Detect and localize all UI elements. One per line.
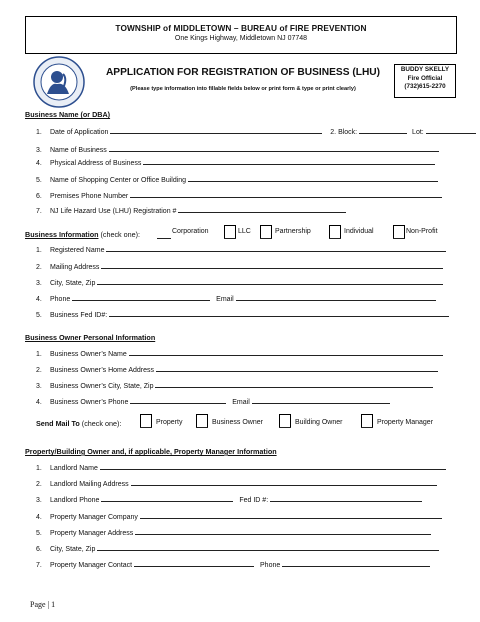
field-property-manager-company[interactable]: 4. Property Manager Company (36, 511, 442, 521)
mail-option-business-owner: Business Owner (212, 419, 263, 426)
field-lhu-registration[interactable]: 7. NJ Life Hazard Use (LHU) Registration # (36, 205, 346, 215)
field-registered-name[interactable]: 1. Registered Name (36, 244, 446, 254)
lot-input-line[interactable] (426, 126, 476, 134)
form-subtitle: (Please type information into fillable fields below or print form & type or print clearly) (130, 86, 356, 92)
field-shopping-center[interactable]: 5. Name of Shopping Center or Office Building (36, 174, 438, 184)
section-business-information: Business Information (check one): (25, 230, 141, 239)
field-property-manager-address[interactable]: 5. Property Manager Address (36, 527, 431, 537)
township-title: TOWNSHIP of MIDDLETOWN – BUREAU of FIRE PREVENTION (115, 23, 367, 33)
form-title: APPLICATION FOR REGISTRATION OF BUSINESS (LHU) (105, 67, 381, 78)
header-box (25, 16, 457, 54)
checkbox-llc[interactable] (260, 225, 272, 239)
send-mail-label: Send Mail To (check one): (36, 419, 122, 428)
official-role: Fire Official (407, 74, 443, 82)
section-property-owner: Property/Building Owner and, if applicable, Property Manager Information (25, 447, 277, 456)
official-phone: (732)615-2270 (404, 83, 446, 91)
mail-option-property-manager: Property Manager (377, 419, 434, 426)
field-premises-phone[interactable]: 6. Premises Phone Number (36, 190, 442, 200)
field-owner-home-address[interactable]: 2. Business Owner’s Home Address (36, 364, 438, 374)
field-date-of-application[interactable]: 1. Date of Application 2. Block: Lot: (36, 126, 476, 136)
section-owner-personal: Business Owner Personal Information (25, 333, 156, 342)
checkbox-mail-building-owner[interactable] (279, 414, 291, 428)
field-pm-city-state-zip[interactable]: 6. City, State, Zip (36, 543, 439, 553)
option-corporation: Corporation (172, 228, 209, 235)
field-landlord-mailing-address[interactable]: 2. Landlord Mailing Address (36, 478, 437, 488)
checkbox-individual[interactable] (393, 225, 405, 239)
field-pm-contact-phone[interactable]: 7. Property Manager Contact Phone (36, 559, 430, 569)
mail-option-building-owner: Building Owner (295, 419, 343, 426)
field-landlord-phone-fed-id[interactable]: 3. Landlord Phone Fed ID #: (36, 494, 422, 504)
mail-option-property: Property (156, 419, 183, 426)
checkbox-mail-business-owner[interactable] (196, 414, 208, 428)
option-non-profit: Non-Profit (406, 228, 438, 235)
option-llc: LLC (238, 228, 251, 235)
block-input-line[interactable] (359, 126, 407, 134)
option-partnership: Partnership (275, 228, 311, 235)
township-seal-icon (33, 56, 85, 108)
official-name: BUDDY SKELLY (400, 66, 450, 73)
date-input-line[interactable] (110, 126, 322, 134)
field-name-of-business[interactable]: 3. Name of Business (36, 144, 439, 154)
section-business-name: Business Name (or DBA) (25, 110, 111, 119)
page-number: Page | 1 (30, 600, 56, 609)
field-mailing-address[interactable]: 2. Mailing Address (36, 261, 443, 271)
field-city-state-zip[interactable]: 3. City, State, Zip (36, 277, 443, 287)
fire-official-box (394, 64, 456, 98)
field-landlord-name[interactable]: 1. Landlord Name (36, 462, 446, 472)
checkbox-corporation[interactable] (224, 225, 236, 239)
field-owner-city-state-zip[interactable]: 3. Business Owner’s City, State, Zip (36, 380, 433, 390)
township-address: One Kings Highway, Middletown NJ 07748 (174, 35, 308, 42)
checkbox-mail-property[interactable] (140, 414, 152, 428)
field-phone-email[interactable]: 4. Phone Email (36, 293, 436, 303)
field-business-fed-id[interactable]: 5. Business Fed ID#: (36, 309, 449, 319)
checkbox-mail-property-manager[interactable] (361, 414, 373, 428)
field-owner-name[interactable]: 1. Business Owner’s Name (36, 348, 443, 358)
option-individual: Individual (344, 228, 374, 235)
field-physical-address[interactable]: 4. Physical Address of Business (36, 157, 435, 167)
field-owner-phone-email[interactable]: 4. Business Owner’s Phone Email (36, 396, 390, 406)
checkbox-partnership[interactable] (329, 225, 341, 239)
